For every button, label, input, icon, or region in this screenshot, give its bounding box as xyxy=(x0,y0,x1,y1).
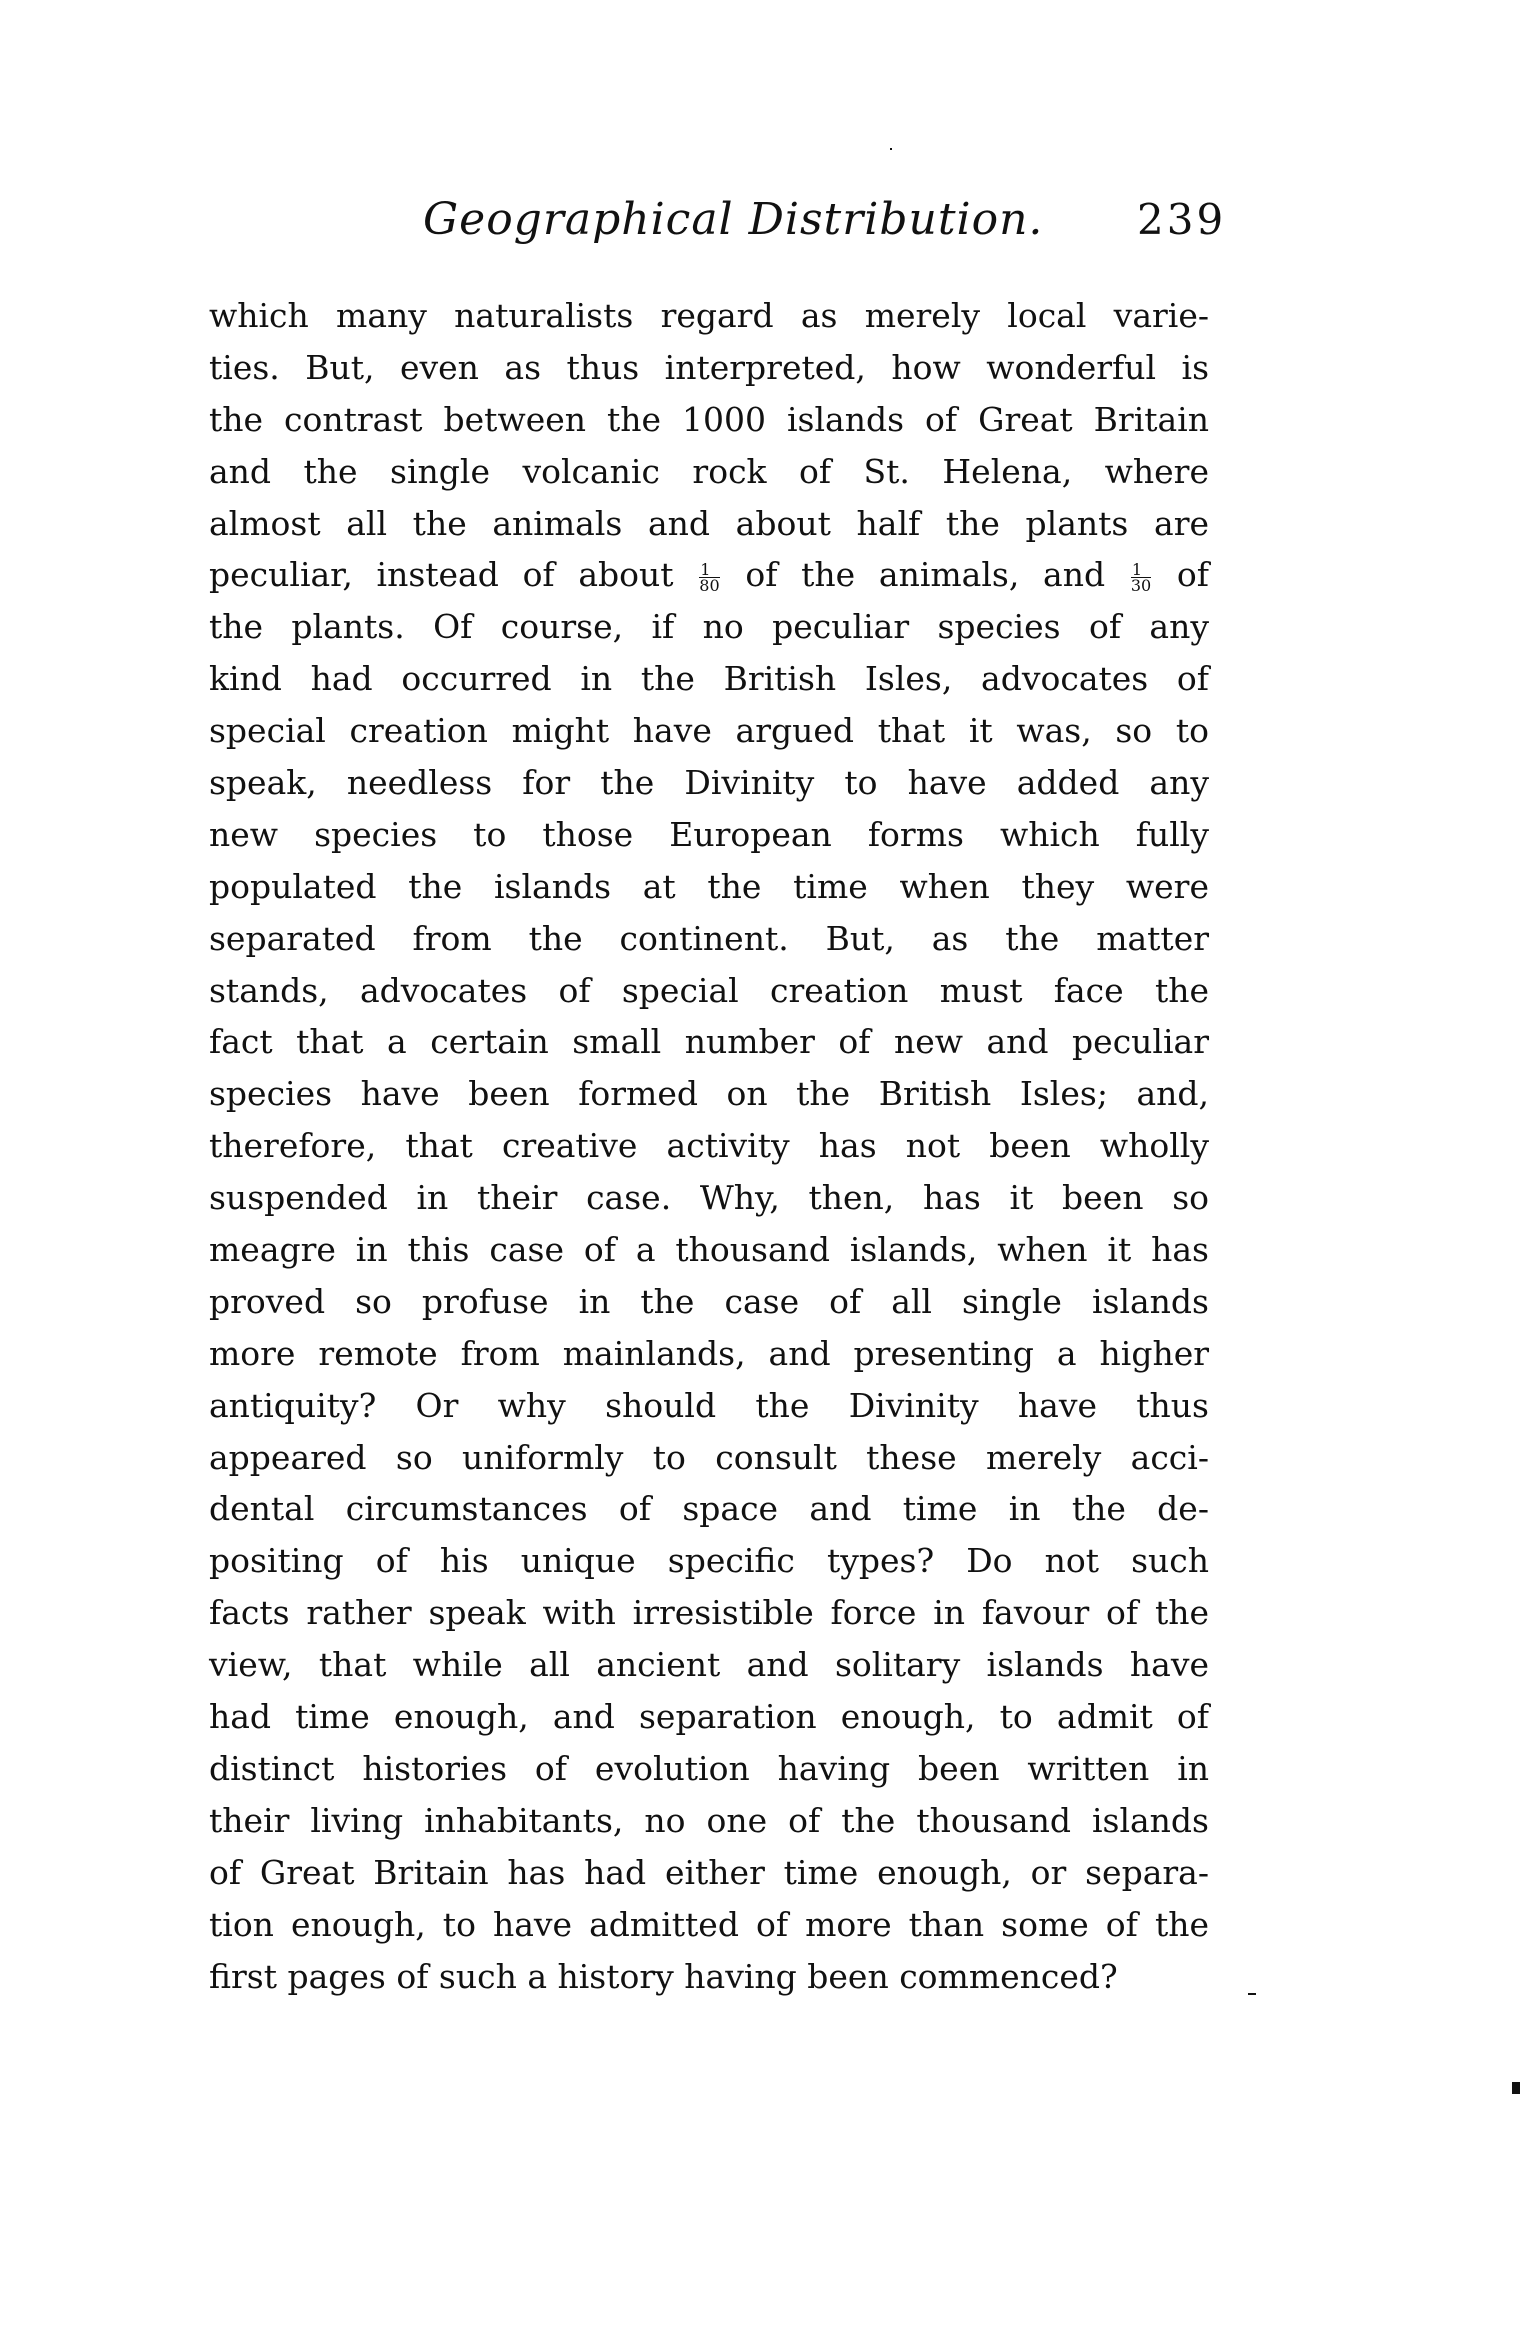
text-line: more remote from mainlands, and presenting a higher xyxy=(209,1333,1209,1373)
text-line: ties. But, even as thus interpreted, how wonderful is xyxy=(209,347,1209,387)
running-title: Geographical Distribution. xyxy=(423,194,1044,245)
scan-speck xyxy=(1248,1993,1256,1995)
text-line: of Great Britain has had either time enough, or separa- xyxy=(209,1852,1209,1892)
fraction-denominator: 80 xyxy=(699,575,720,595)
text-line: dental circumstances of space and time in the de- xyxy=(209,1489,1209,1529)
body-paragraph xyxy=(209,290,1209,2002)
text-line: speak, needless for the Divinity to have added any xyxy=(209,763,1209,803)
text-line: the plants. Of course, if no peculiar species of any xyxy=(209,607,1209,647)
fraction-denominator: 30 xyxy=(1130,575,1152,595)
fraction-numerator: 1 xyxy=(1131,562,1151,578)
text-line: species have been formed on the British Isles; and, xyxy=(209,1074,1209,1114)
text-line: view, that while all ancient and solitary islands have xyxy=(209,1645,1209,1685)
text-line: meagre in this case of a thousand islands, when it has xyxy=(209,1230,1209,1270)
text-line: antiquity? Or why should the Divinity have thus xyxy=(209,1385,1209,1425)
running-head xyxy=(0,190,1529,250)
text-line: new species to those European forms which fully xyxy=(209,814,1209,854)
text-line-with-fractions xyxy=(209,549,1209,601)
text-line: distinct histories of evolution having been written in xyxy=(209,1748,1209,1788)
page-number: 239 xyxy=(1137,195,1227,244)
fraction-numerator: 1 xyxy=(699,562,719,578)
scan-mark xyxy=(1512,2082,1520,2094)
text-line: appeared so uniformly to consult these merely acci- xyxy=(209,1437,1209,1477)
text-line: which many naturalists regard as merely local varie- xyxy=(209,296,1209,335)
text-line: almost all the animals and about half the plants are xyxy=(209,503,1209,543)
text-line: tion enough, to have admitted of more than some of the xyxy=(209,1904,1209,1944)
text-line: their living inhabitants, no one of the thousand islands xyxy=(209,1800,1209,1840)
text-line: fact that a certain small number of new and peculiar xyxy=(209,1022,1209,1062)
text-line: had time enough, and separation enough, to admit of xyxy=(209,1697,1209,1737)
text-line: special creation might have argued that it was, so to xyxy=(209,711,1209,751)
text-line: and the single volcanic rock of St. Helena, where xyxy=(209,451,1209,491)
text-line: facts rather speak with irresistible force in favour of the xyxy=(209,1593,1209,1633)
text-line: stands, advocates of special creation must face the xyxy=(209,970,1209,1010)
fraction-one-thirtieth xyxy=(1130,559,1152,595)
text-line-final: first pages of such a history having been commenced? xyxy=(209,1956,1118,1996)
line-segment: of xyxy=(1176,555,1209,595)
text-line: separated from the continent. But, as the matter xyxy=(209,918,1209,958)
text-line: proved so profuse in the case of all single islands xyxy=(209,1281,1209,1321)
text-line: populated the islands at the time when they were xyxy=(209,866,1209,906)
fraction-one-eightieth xyxy=(699,559,720,595)
line-segment: peculiar, instead of about xyxy=(209,555,674,595)
scan-speck xyxy=(890,148,892,150)
text-line: kind had occurred in the British Isles, advocates of xyxy=(209,659,1209,699)
text-line: the contrast between the 1000 islands of Great Britain xyxy=(209,399,1209,439)
text-line: therefore, that creative activity has not been wholly xyxy=(209,1126,1209,1166)
text-line: suspended in their case. Why, then, has it been so xyxy=(209,1178,1209,1218)
text-line: positing of his unique specific types? Do not such xyxy=(209,1541,1209,1581)
line-segment: of the animals, and xyxy=(745,555,1106,595)
